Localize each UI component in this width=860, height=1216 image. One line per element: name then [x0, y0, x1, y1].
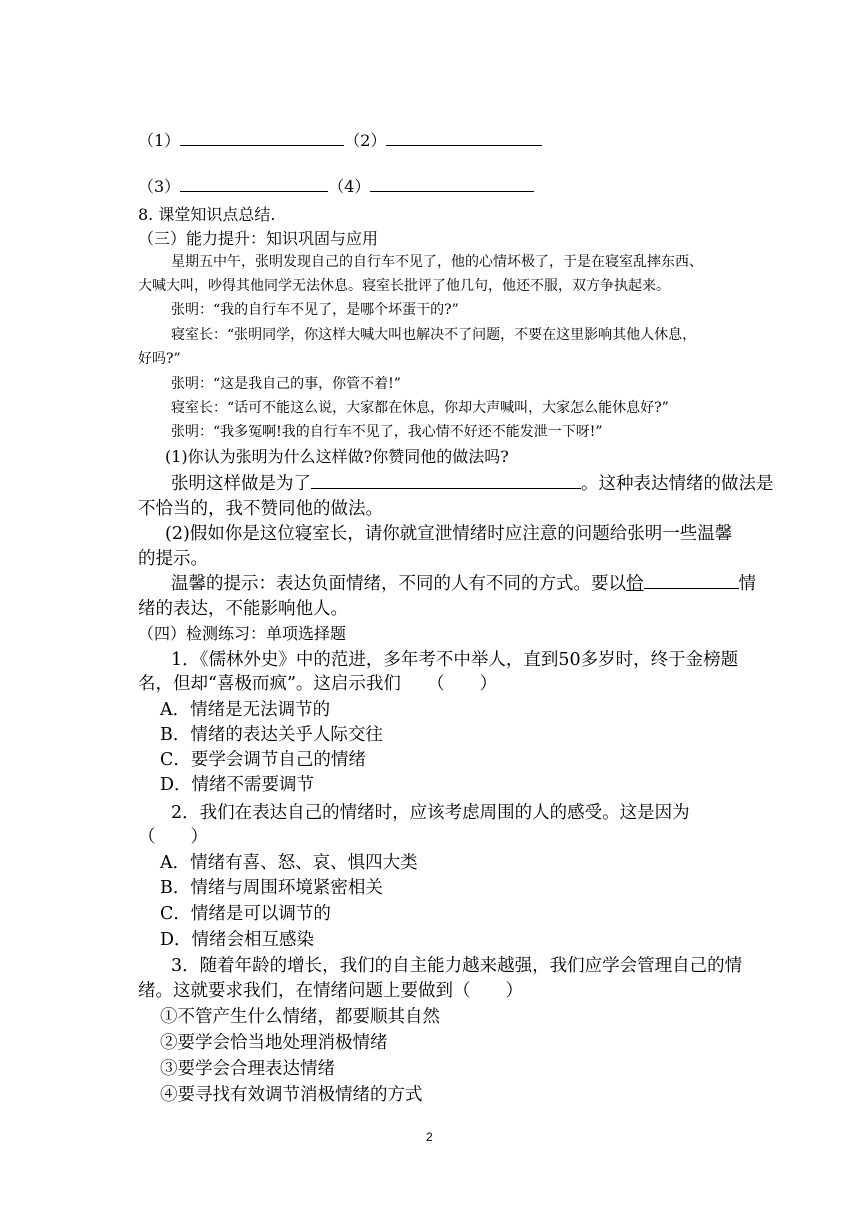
mc-q2-option-a[interactable]: A．情绪有喜、怒、哀、惧四大类: [160, 853, 418, 873]
blank-row-2: [138, 174, 534, 197]
tip-prefix: 温馨的提示：表达负面情绪，不同的人有不同的方式。要以: [171, 574, 626, 594]
blank-label-4: （4）: [328, 177, 371, 196]
mc-q1-option-a[interactable]: A．情绪是无法调节的: [160, 700, 331, 720]
mc-q2-option-c[interactable]: C．情绪是可以调节的: [160, 904, 331, 924]
mc-question-2: 2．我们在表达自己的情绪时，应该考虑周围的人的感受。这是因为: [171, 803, 690, 823]
mc-question-2-cont: （ ）: [138, 827, 208, 847]
page-number: 2: [426, 1130, 433, 1144]
blank-label-1: （1）: [138, 131, 181, 150]
answer-1-line: [171, 470, 774, 495]
mc-q3-item-1: ①不管产生什么情绪，都要顺其自然: [160, 1007, 440, 1027]
tip-line-1: [171, 570, 756, 595]
section-4-heading: （四）检测练习：单项选择题: [138, 624, 347, 643]
dialogue-line-3: 张明：“这是我自己的事，你管不着!”: [171, 376, 401, 392]
mc-q1-option-d[interactable]: D．情绪不需要调节: [160, 775, 315, 795]
mc-question-3: 3．随着年龄的增长，我们的自主能力越来越强，我们应学会管理自己的情: [171, 956, 743, 976]
blank-row-1: [138, 128, 542, 151]
mc-question-3-cont: 绪。这就要求我们，在情绪问题上要做到（ ）: [138, 981, 523, 1001]
dialogue-line-1: 张明：“我的自行车不见了，是哪个坏蛋干的?”: [171, 302, 459, 318]
dialogue-line-5: 张明：“我多冤啊!我的自行车不见了，我心情不好还不能发泄一下呀!”: [171, 424, 603, 440]
tip-suffix: 情: [738, 574, 756, 594]
answer-1-suffix: 。这种表达情绪的做法是: [581, 474, 774, 494]
answer-blank-4[interactable]: [370, 177, 534, 192]
answer-blank-1[interactable]: [180, 131, 344, 146]
question-1-prompt: (1)你认为张明为什么这样做?你赞同他的做法吗?: [165, 447, 509, 466]
tip-underlined: 恰: [626, 574, 644, 594]
dialogue-line-2-cont: 好吗?”: [138, 351, 181, 367]
story-line-1: 星期五中午，张明发现自己的自行车不见了，他的心情坏极了，于是在寝室乱摔东西、: [171, 254, 703, 270]
tip-line-2: 绪的表达，不能影响他人。: [138, 599, 348, 619]
answer-blank-3[interactable]: [180, 177, 328, 192]
mc-q3-item-3: ③要学会合理表达情绪: [160, 1059, 335, 1079]
mc-q1-option-b[interactable]: B．情绪的表达关乎人际交往: [160, 725, 383, 745]
answer-1-blank[interactable]: [311, 472, 581, 489]
blank-label-3: （3）: [138, 177, 181, 196]
story-line-2: 大喊大叫，吵得其他同学无法休息。寝室长批评了他几句，他还不服，双方争执起来。: [138, 278, 670, 294]
mc-q3-item-4: ④要寻找有效调节消极情绪的方式: [160, 1085, 423, 1105]
mc-question-1: 1．《儒林外史》中的范进，多年考不中举人，直到50多岁时，终于金榜题: [171, 650, 739, 670]
question-2-prompt-cont: 的提示。: [138, 549, 208, 569]
answer-blank-2[interactable]: [386, 131, 542, 146]
mc-q3-item-2: ②要学会恰当地处理消极情绪: [160, 1033, 388, 1053]
mc-question-1-cont: 名，但却“喜极而疯”。这启示我们 （ ）: [138, 674, 498, 694]
answer-1-line-2: 不恰当的，我不赞同他的做法。: [138, 499, 383, 519]
section-3-heading: （三）能力提升：知识巩固与应用: [138, 229, 379, 248]
mc-q2-option-b[interactable]: B．情绪与周围环境紧密相关: [160, 878, 383, 898]
section-8-heading: 8. 课堂知识点总结.: [138, 205, 276, 224]
answer-1-prefix: 张明这样做是为了: [171, 474, 311, 494]
tip-blank[interactable]: [644, 572, 739, 589]
question-2-prompt: (2)假如你是这位寝室长，请你就宣泄情绪时应注意的问题给张明一些温馨: [165, 524, 733, 544]
dialogue-line-4: 寝室长：“话可不能这么说，大家都在休息，你却大声喊叫，大家怎么能休息好?”: [171, 400, 669, 416]
blank-label-2: （2）: [344, 131, 387, 150]
dialogue-line-2: 寝室长：“张明同学，你这样大喊大叫也解决不了问题，不要在这里影响其他人休息，: [171, 327, 697, 343]
mc-q1-option-c[interactable]: C．要学会调节自己的情绪: [160, 750, 366, 770]
mc-q2-option-d[interactable]: D．情绪会相互感染: [160, 930, 315, 950]
